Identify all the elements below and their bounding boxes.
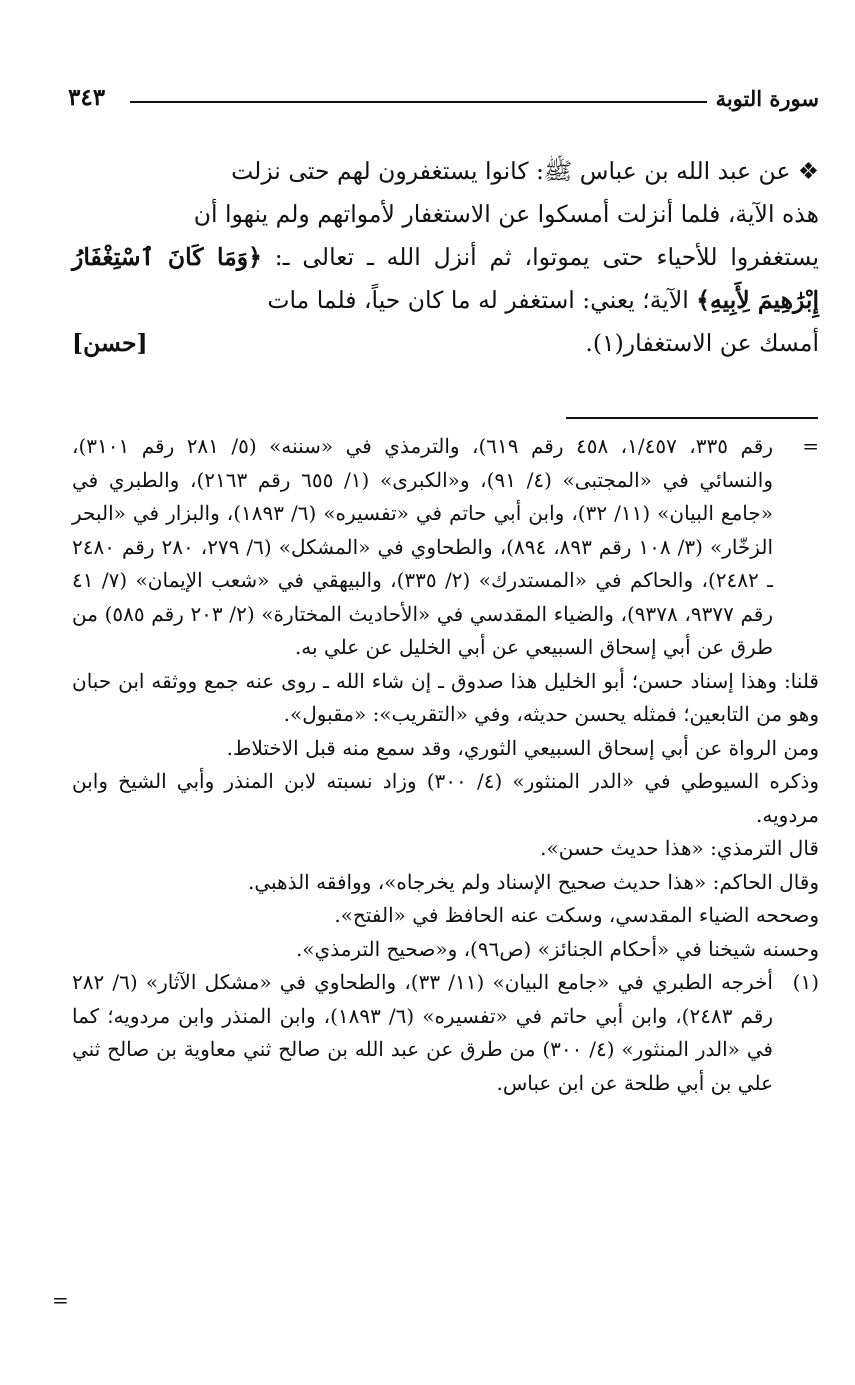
footnote-number: (١)	[792, 970, 819, 994]
hadith-line-5	[72, 322, 819, 365]
hadith-closing-text: أمسك عن الاستغفار(١).	[585, 329, 819, 357]
note-paragraph-1: رقم ٣٣٥، ١/٤٥٧، ٤٥٨ رقم ٦١٩)، والترمذي في «سننه» (٥/ ٢٨١ رقم ٣١٠١)، والنسائي في «المجتبى» (٤/ ٩١)، و«الكبرى» (١/ ٦٥٥ رقم ٢١٦٣)، والطبري في «جامع البيان» (١١/ ٣٢)، وابن أبي حاتم في «تفسيره» (٦/ ١٨٩٣)، والبزار في «البحر الزخّار» (٣/ ١٠٨ رقم ٨٩٣، ٨٩٤)، والطحاوي في «المشكل» (٦/ ٢٧٩، ٢٨٠ رقم ٢٤٨٠ ـ ٢٤٨٢)، والحاكم في «المستدرك» (٢/ ٣٣٥)، والبيهقي في «شعب الإيمان» (٧/ ٤١ رقم ٩٣٧٧، ٩٣٧٨)، والضياء المقدسي في «الأحاديث المختارة» (٢/ ٢٠٣ رقم ٥٨٥) من طرق عن أبي إسحاق السبيعي عن أبي الخليل عن علي به.	[72, 434, 773, 659]
hadith-line-3-text: يستغفروا للأحياء حتى يموتوا، ثم أنزل الله ـ تعالى ـ:	[261, 243, 819, 271]
hadith-line-1: ❖ عن عبد الله بن عباس ﷺ: كانوا يستغفرون لهم حتى نزلت	[231, 157, 819, 185]
page-number: ٣٤٣	[68, 84, 106, 111]
footnote-1	[72, 966, 819, 1100]
hadith-line-4-text: الآية؛ يعني: استغفر له ما كان حياً، فلما مات	[267, 286, 697, 314]
note-paragraph-3: ومن الرواة عن أبي إسحاق السبيعي الثوري، وقد سمع منه قبل الاختلاط.	[226, 735, 819, 760]
header-rule	[130, 101, 707, 103]
footnotes	[72, 430, 819, 1100]
note-paragraph-2: قلنا: وهذا إسناد حسن؛ أبو الخليل هذا صدوق ـ إن شاء الله ـ روى عنه جمع ووثقه ابن حبان وهو من التابعين؛ فمثله يحسن حديثه، وفي «التقريب»: «مقبول».	[72, 668, 819, 726]
note-paragraph-6: وقال الحاكم: «هذا حديث صحيح الإسناد ولم يخرجاه»، ووافقه الذهبي.	[247, 869, 819, 894]
note-paragraph-4: وذكره السيوطي في «الدر المنثور» (٤/ ٣٠٠) وزاد نسبته لابن المنذر وأبي الشيخ وابن مردويه.	[72, 769, 819, 827]
note-paragraph-7: وصححه الضياء المقدسي، وسكت عنه الحافظ في «الفتح».	[334, 903, 819, 927]
hadith-grade: [حسن]	[72, 329, 148, 357]
hadith-line-2: هذه الآية، فلما أنزلت أمسكوا عن الاستغفار لأمواتهم ولم ينهوا أن	[193, 200, 819, 228]
footnote-separator	[566, 417, 818, 419]
hadith-line-3	[72, 236, 819, 322]
footnote-continuation	[72, 430, 819, 665]
note-paragraph-5: قال الترمذي: «هذا حديث حسن».	[540, 836, 819, 860]
hadith-text	[72, 150, 819, 365]
surah-title: سورة التوبة	[715, 86, 819, 111]
footnote-1-text: أخرجه الطبري في «جامع البيان» (١١/ ٣٣)، والطحاوي في «مشكل الآثار» (٦/ ٢٨٢ رقم ٢٤٨٣)، وابن أبي حاتم في «تفسيره» (٦/ ١٨٩٣)، وابن المنذر وابن مردويه؛ كما في «الدر المنثور» (٤/ ٣٠٠) من طرق عن عبد الله بن صالح ثني معاوية بن صالح ثني علي بن أبي طلحة عن ابن عباس.	[72, 970, 773, 1095]
note-paragraph-8: وحسنه شيخنا في «أحكام الجنائز» (ص٩٦)، و«صحيح الترمذي».	[295, 936, 819, 961]
quran-quote: ﴿وَمَا كَانَ ٱسْتِغْفَارُ إِبْرَٰهِيمَ لِأَبِيهِ﴾	[72, 243, 819, 314]
continuation-mark: =	[802, 434, 819, 458]
page-header	[68, 86, 819, 126]
continued-mark: =	[52, 1288, 69, 1312]
